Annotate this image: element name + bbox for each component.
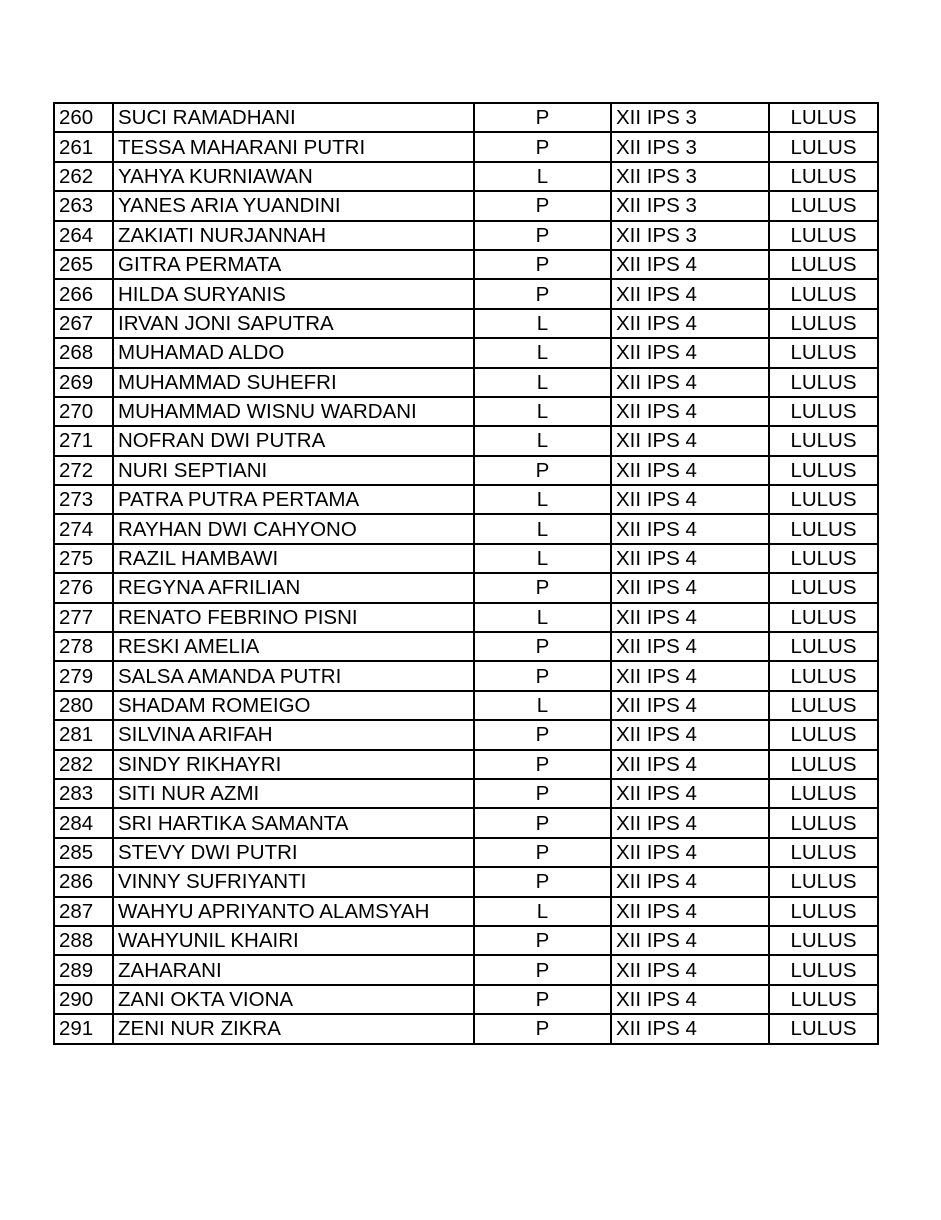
student-number: 275 (54, 544, 113, 573)
table-row (54, 514, 878, 543)
table-row (54, 456, 878, 485)
student-gender: P (474, 926, 611, 955)
student-class: XII IPS 4 (611, 397, 769, 426)
student-number: 283 (54, 779, 113, 808)
student-gender: P (474, 221, 611, 250)
student-status: LULUS (769, 485, 878, 514)
table-row (54, 867, 878, 896)
student-name: HILDA SURYANIS (113, 279, 474, 308)
student-number: 264 (54, 221, 113, 250)
student-name: SINDY RIKHAYRI (113, 750, 474, 779)
student-class: XII IPS 4 (611, 955, 769, 984)
student-class: XII IPS 4 (611, 661, 769, 690)
student-number: 274 (54, 514, 113, 543)
student-class: XII IPS 4 (611, 926, 769, 955)
student-class: XII IPS 4 (611, 544, 769, 573)
student-number: 266 (54, 279, 113, 308)
student-number: 288 (54, 926, 113, 955)
student-status: LULUS (769, 603, 878, 632)
student-class: XII IPS 4 (611, 867, 769, 896)
student-name: RAYHAN DWI CAHYONO (113, 514, 474, 543)
student-name: REGYNA AFRILIAN (113, 573, 474, 602)
student-name: RESKI AMELIA (113, 632, 474, 661)
student-number: 261 (54, 132, 113, 161)
student-gender: P (474, 103, 611, 132)
student-name: RAZIL HAMBAWI (113, 544, 474, 573)
student-class: XII IPS 3 (611, 221, 769, 250)
student-class: XII IPS 4 (611, 514, 769, 543)
student-number: 277 (54, 603, 113, 632)
table-row (54, 544, 878, 573)
student-status: LULUS (769, 691, 878, 720)
table-row (54, 103, 878, 132)
student-status: LULUS (769, 838, 878, 867)
student-name: RENATO FEBRINO PISNI (113, 603, 474, 632)
student-gender: P (474, 632, 611, 661)
student-gender: P (474, 750, 611, 779)
student-gender: L (474, 368, 611, 397)
student-name: MUHAMMAD SUHEFRI (113, 368, 474, 397)
student-status: LULUS (769, 368, 878, 397)
student-name: NOFRAN DWI PUTRA (113, 426, 474, 455)
student-status: LULUS (769, 309, 878, 338)
student-number: 289 (54, 955, 113, 984)
student-class: XII IPS 4 (611, 897, 769, 926)
table-row (54, 397, 878, 426)
student-gender: P (474, 279, 611, 308)
student-class: XII IPS 4 (611, 985, 769, 1014)
table-row (54, 838, 878, 867)
student-gender: P (474, 808, 611, 837)
student-status: LULUS (769, 926, 878, 955)
student-number: 263 (54, 191, 113, 220)
table-row (54, 691, 878, 720)
student-class: XII IPS 4 (611, 691, 769, 720)
table-row (54, 279, 878, 308)
student-gender: P (474, 779, 611, 808)
student-status: LULUS (769, 426, 878, 455)
student-status: LULUS (769, 720, 878, 749)
student-number: 267 (54, 309, 113, 338)
student-class: XII IPS 4 (611, 426, 769, 455)
student-gender: P (474, 573, 611, 602)
student-number: 260 (54, 103, 113, 132)
student-name: ZENI NUR ZIKRA (113, 1014, 474, 1043)
table-row (54, 573, 878, 602)
table-row (54, 808, 878, 837)
student-class: XII IPS 4 (611, 632, 769, 661)
student-number: 269 (54, 368, 113, 397)
student-number: 287 (54, 897, 113, 926)
student-gender: P (474, 250, 611, 279)
student-class: XII IPS 3 (611, 162, 769, 191)
student-name: WAHYUNIL KHAIRI (113, 926, 474, 955)
student-name: YANES ARIA YUANDINI (113, 191, 474, 220)
table-row (54, 897, 878, 926)
table-row (54, 603, 878, 632)
student-number: 279 (54, 661, 113, 690)
table-row (54, 368, 878, 397)
student-status: LULUS (769, 897, 878, 926)
student-gender: L (474, 897, 611, 926)
student-number: 281 (54, 720, 113, 749)
student-gender: L (474, 309, 611, 338)
student-gender: P (474, 456, 611, 485)
student-gender: P (474, 191, 611, 220)
student-gender: P (474, 867, 611, 896)
student-class: XII IPS 3 (611, 191, 769, 220)
student-name: ZAHARANI (113, 955, 474, 984)
student-gender: L (474, 426, 611, 455)
student-status: LULUS (769, 1014, 878, 1043)
student-name: NURI SEPTIANI (113, 456, 474, 485)
student-status: LULUS (769, 132, 878, 161)
student-number: 276 (54, 573, 113, 602)
student-status: LULUS (769, 573, 878, 602)
student-name: SILVINA ARIFAH (113, 720, 474, 749)
table-row (54, 221, 878, 250)
student-class: XII IPS 4 (611, 1014, 769, 1043)
student-name: GITRA PERMATA (113, 250, 474, 279)
student-number: 278 (54, 632, 113, 661)
table-row (54, 661, 878, 690)
table-row (54, 132, 878, 161)
student-class: XII IPS 4 (611, 750, 769, 779)
student-gender: P (474, 955, 611, 984)
student-class: XII IPS 3 (611, 132, 769, 161)
student-status: LULUS (769, 103, 878, 132)
student-gender: L (474, 397, 611, 426)
table-row (54, 426, 878, 455)
student-gender: L (474, 485, 611, 514)
student-number: 284 (54, 808, 113, 837)
student-number: 291 (54, 1014, 113, 1043)
table-row (54, 338, 878, 367)
table-row (54, 779, 878, 808)
student-status: LULUS (769, 250, 878, 279)
student-class: XII IPS 4 (611, 573, 769, 602)
student-status: LULUS (769, 191, 878, 220)
student-number: 290 (54, 985, 113, 1014)
student-name: VINNY SUFRIYANTI (113, 867, 474, 896)
table-row (54, 309, 878, 338)
student-status: LULUS (769, 955, 878, 984)
student-name: SUCI RAMADHANI (113, 103, 474, 132)
student-number: 270 (54, 397, 113, 426)
student-class: XII IPS 4 (611, 279, 769, 308)
student-class: XII IPS 4 (611, 485, 769, 514)
student-status: LULUS (769, 661, 878, 690)
student-class: XII IPS 3 (611, 103, 769, 132)
student-status: LULUS (769, 221, 878, 250)
student-class: XII IPS 4 (611, 838, 769, 867)
student-name: WAHYU APRIYANTO ALAMSYAH (113, 897, 474, 926)
student-number: 286 (54, 867, 113, 896)
table-row (54, 632, 878, 661)
student-class: XII IPS 4 (611, 808, 769, 837)
student-gender: L (474, 691, 611, 720)
student-status: LULUS (769, 808, 878, 837)
student-name: SHADAM ROMEIGO (113, 691, 474, 720)
student-name: IRVAN JONI SAPUTRA (113, 309, 474, 338)
student-name: ZANI OKTA VIONA (113, 985, 474, 1014)
student-name: YAHYA KURNIAWAN (113, 162, 474, 191)
student-status: LULUS (769, 544, 878, 573)
student-gender: P (474, 720, 611, 749)
student-class: XII IPS 4 (611, 250, 769, 279)
student-name: ZAKIATI NURJANNAH (113, 221, 474, 250)
student-class: XII IPS 4 (611, 338, 769, 367)
student-gender: L (474, 514, 611, 543)
student-name: STEVY DWI PUTRI (113, 838, 474, 867)
table-row (54, 1014, 878, 1043)
table-row (54, 250, 878, 279)
table-row (54, 191, 878, 220)
student-status: LULUS (769, 750, 878, 779)
table-row (54, 750, 878, 779)
student-gender: P (474, 132, 611, 161)
student-status: LULUS (769, 514, 878, 543)
student-status: LULUS (769, 985, 878, 1014)
student-number: 262 (54, 162, 113, 191)
student-number: 282 (54, 750, 113, 779)
student-class: XII IPS 4 (611, 309, 769, 338)
student-status: LULUS (769, 779, 878, 808)
table-row (54, 162, 878, 191)
student-name: TESSA MAHARANI PUTRI (113, 132, 474, 161)
table-row (54, 485, 878, 514)
student-gender: P (474, 661, 611, 690)
student-gender: L (474, 338, 611, 367)
student-name: SITI NUR AZMI (113, 779, 474, 808)
student-status: LULUS (769, 397, 878, 426)
table-row (54, 720, 878, 749)
graduation-table (53, 102, 879, 1045)
student-gender: L (474, 603, 611, 632)
student-number: 268 (54, 338, 113, 367)
student-status: LULUS (769, 867, 878, 896)
student-status: LULUS (769, 456, 878, 485)
student-gender: P (474, 838, 611, 867)
student-name: PATRA PUTRA PERTAMA (113, 485, 474, 514)
student-number: 272 (54, 456, 113, 485)
student-number: 271 (54, 426, 113, 455)
student-number: 280 (54, 691, 113, 720)
student-number: 273 (54, 485, 113, 514)
student-gender: L (474, 162, 611, 191)
student-status: LULUS (769, 162, 878, 191)
student-name: MUHAMAD ALDO (113, 338, 474, 367)
student-name: SALSA AMANDA PUTRI (113, 661, 474, 690)
student-gender: L (474, 544, 611, 573)
graduation-table-body (54, 103, 878, 1044)
student-number: 265 (54, 250, 113, 279)
student-status: LULUS (769, 632, 878, 661)
student-name: SRI HARTIKA SAMANTA (113, 808, 474, 837)
student-class: XII IPS 4 (611, 720, 769, 749)
student-gender: P (474, 1014, 611, 1043)
student-class: XII IPS 4 (611, 779, 769, 808)
student-class: XII IPS 4 (611, 456, 769, 485)
student-number: 285 (54, 838, 113, 867)
student-gender: P (474, 985, 611, 1014)
student-class: XII IPS 4 (611, 603, 769, 632)
student-name: MUHAMMAD WISNU WARDANI (113, 397, 474, 426)
student-class: XII IPS 4 (611, 368, 769, 397)
table-row (54, 955, 878, 984)
student-status: LULUS (769, 279, 878, 308)
student-status: LULUS (769, 338, 878, 367)
table-row (54, 985, 878, 1014)
table-row (54, 926, 878, 955)
